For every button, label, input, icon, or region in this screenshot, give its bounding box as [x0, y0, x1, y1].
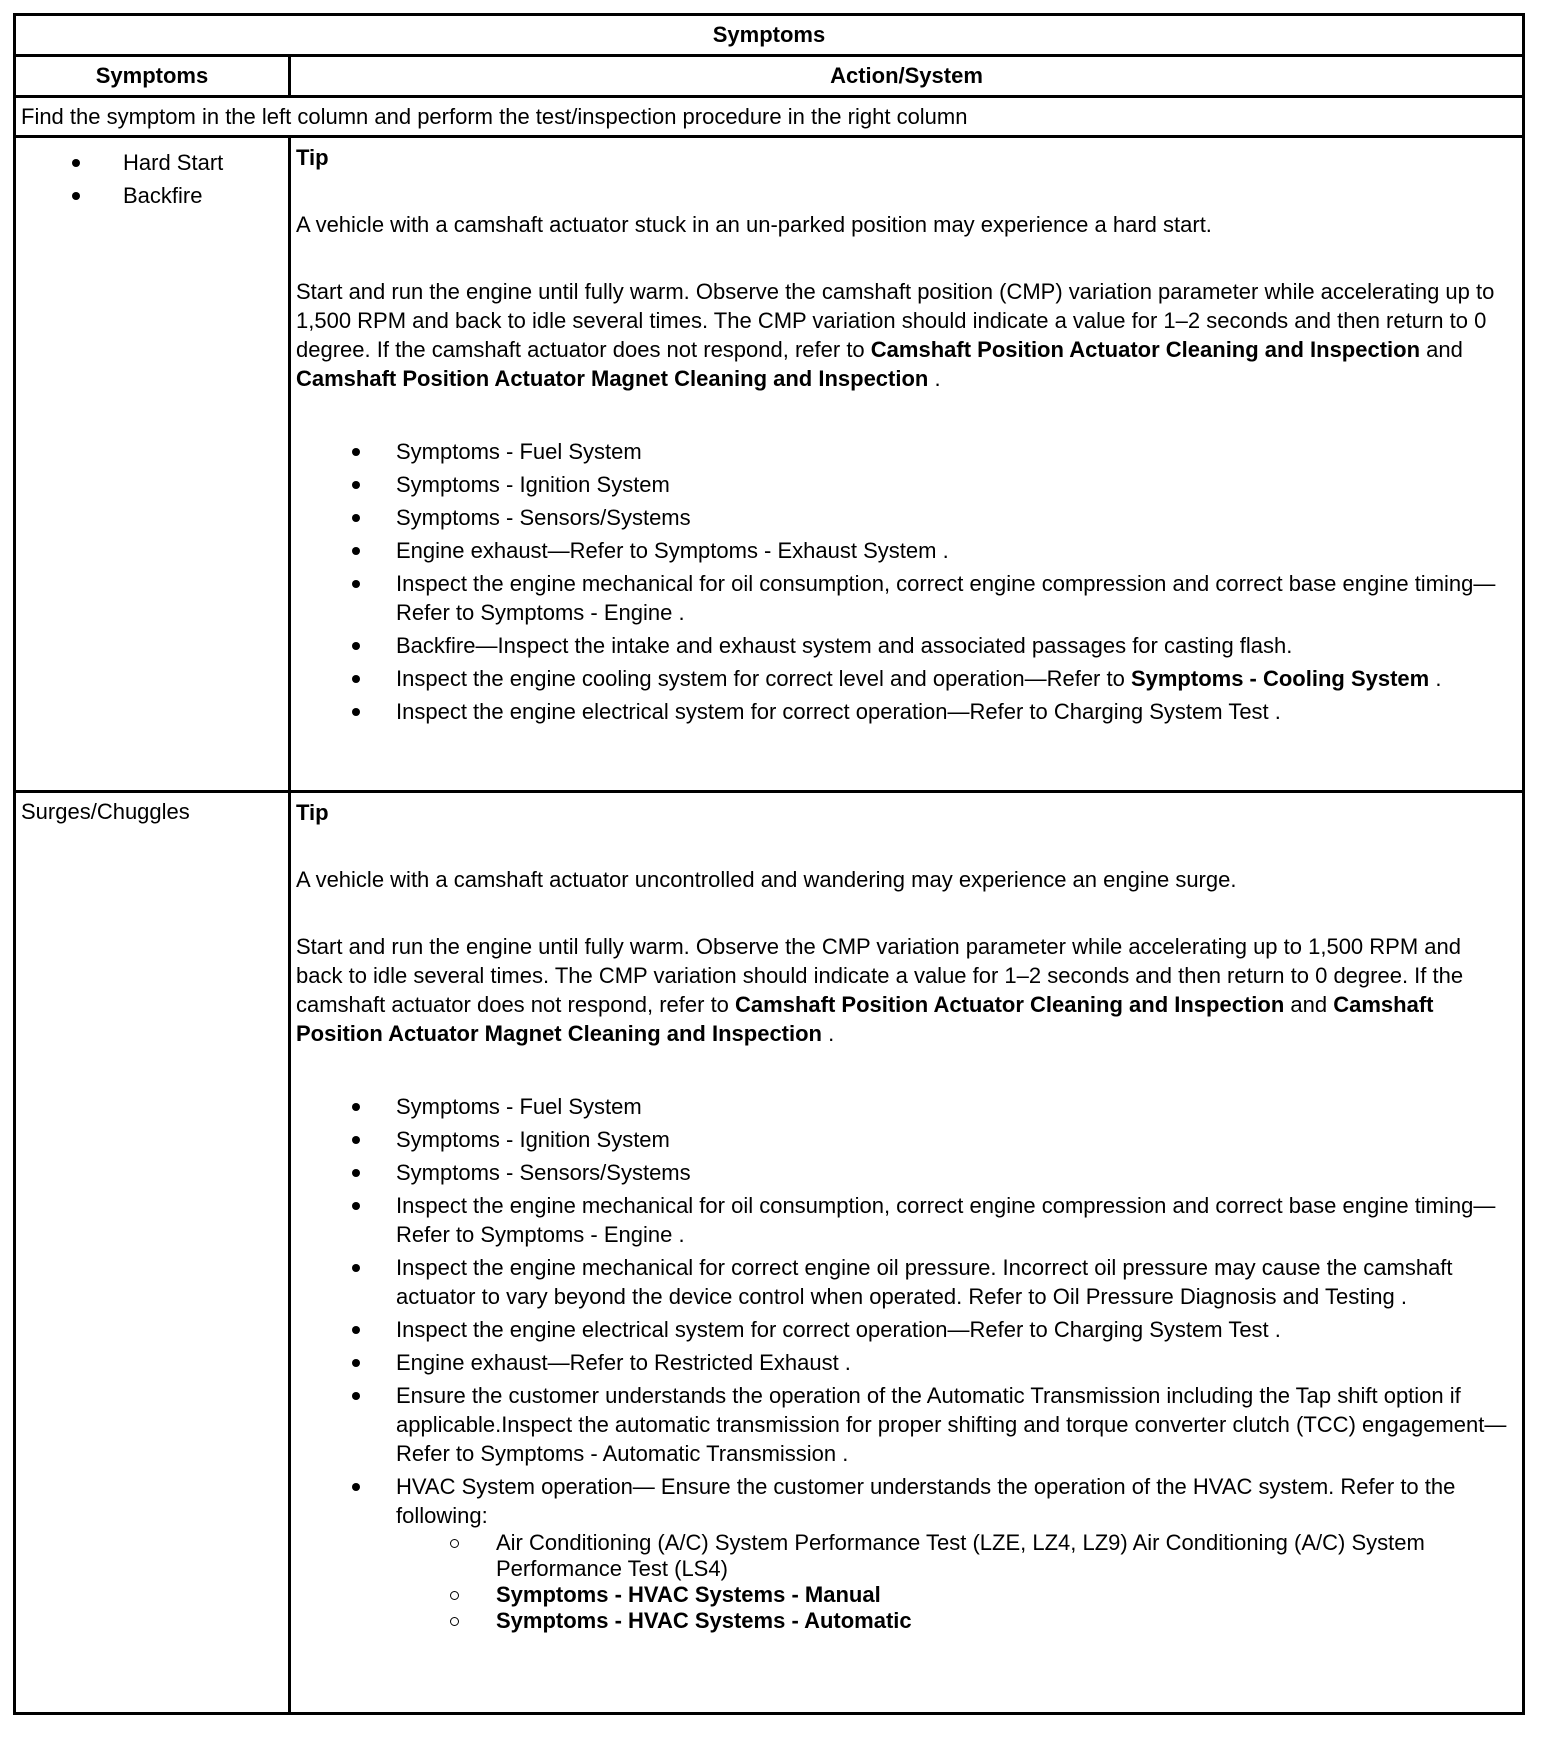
text-segment: and — [1420, 337, 1463, 362]
reference-link[interactable]: Symptoms - Cooling System — [1130, 666, 1430, 691]
action-item — [296, 1348, 1508, 1377]
text-segment: Backfire—Inspect the intake and exhaust system and associated passages for casting flash. — [396, 633, 1293, 658]
action-item — [296, 1315, 1508, 1344]
text-segment: HVAC System operation— Ensure the customer understands the operation of the HVAC system. Refer to the following: — [396, 1474, 1456, 1528]
action-item — [296, 664, 1508, 693]
action-item — [296, 1472, 1508, 1634]
symptom-cell: Surges/Chuggles — [15, 792, 290, 1714]
tip-heading: Tip — [296, 145, 329, 170]
symptom-cell — [15, 137, 290, 792]
reference-link[interactable]: Camshaft Position Actuator Magnet Cleaning and Inspection — [296, 366, 929, 391]
action-item — [296, 697, 1508, 726]
text-segment: A vehicle with a camshaft actuator stuck in an un-parked position may experience a hard start. — [296, 212, 1212, 237]
text-segment: Inspect the engine mechanical for oil consumption, correct engine compression and correct base engine timing—Refer to Symptoms - Engine . — [396, 571, 1496, 625]
paragraphs — [296, 865, 1508, 1048]
text-segment: Start and run the engine until fully warm. Observe the camshaft position (CMP) variation parameter while accelerating up to 1,500 RPM and back to idle several times. The CMP variation should indicate a value for 1–2 seconds and then return to 0 degree. If the camshaft actuator does not respond, refer to — [296, 279, 1495, 362]
action-item — [296, 470, 1508, 499]
text-segment: Air Conditioning (A/C) System Performance Test (LZE, LZ4, LZ9) Air Conditioning (A/C) System Performance Test (LS4) — [496, 1530, 1425, 1581]
action-item — [296, 1253, 1508, 1311]
action-item — [296, 536, 1508, 565]
text-segment: Symptoms - Fuel System — [396, 439, 642, 464]
reference-link[interactable]: Symptoms - HVAC Systems - Manual — [496, 1582, 881, 1607]
text-segment: Inspect the engine mechanical for oil consumption, correct engine compression and correct base engine timing—Refer to Symptoms - Engine . — [396, 1193, 1496, 1247]
paragraph — [296, 210, 1508, 239]
action-cell — [290, 792, 1524, 1714]
sub-action-item — [396, 1582, 1508, 1608]
paragraph — [296, 932, 1508, 1048]
paragraph — [296, 277, 1508, 393]
action-item — [296, 437, 1508, 466]
action-item — [296, 1381, 1508, 1468]
paragraphs — [296, 210, 1508, 393]
text-segment: and — [1284, 992, 1334, 1017]
header-action-system: Action/System — [290, 56, 1524, 97]
text-segment: . — [928, 366, 941, 391]
symptom-list — [16, 146, 288, 212]
sub-action-item — [396, 1530, 1508, 1582]
symptom-item: Backfire — [16, 179, 288, 212]
reference-link[interactable]: Symptoms - HVAC Systems - Automatic — [496, 1608, 912, 1633]
symptoms-table — [13, 13, 1525, 1715]
text-segment: Symptoms - Fuel System — [396, 1094, 642, 1119]
table-row — [15, 137, 1524, 792]
sub-action-list — [396, 1530, 1508, 1634]
action-item — [296, 1191, 1508, 1249]
text-segment: Inspect the engine electrical system for correct operation—Refer to Charging System Test . — [396, 699, 1281, 724]
text-segment: Start and run the engine until fully warm. Observe the CMP variation parameter while accelerating up to 1,500 RPM and back to idle several times. The CMP variation should indicate a value for 1–2 seconds and then return to 0 degree. If the camshaft actuator does not respond, refer to — [296, 934, 1464, 1017]
table-row — [15, 792, 1524, 1714]
text-segment: Inspect the engine electrical system for correct operation—Refer to Charging System Test . — [396, 1317, 1281, 1342]
action-item — [296, 1158, 1508, 1187]
reference-link[interactable]: Camshaft Position Actuator Cleaning and Inspection — [735, 992, 1285, 1017]
text-segment: Symptoms - Sensors/Systems — [396, 505, 691, 530]
action-item — [296, 1092, 1508, 1121]
table-title: Symptoms — [15, 15, 1524, 56]
text-segment: Engine exhaust—Refer to Restricted Exhaust . — [396, 1350, 851, 1375]
text-segment: Engine exhaust—Refer to Symptoms - Exhaust System . — [396, 538, 949, 563]
action-item — [296, 631, 1508, 660]
text-segment: A vehicle with a camshaft actuator uncontrolled and wandering may experience an engine surge. — [296, 867, 1237, 892]
reference-link[interactable]: Camshaft Position Actuator Magnet Cleaning and Inspection — [296, 992, 1434, 1046]
symptom-item: Hard Start — [16, 146, 288, 179]
text-segment: Symptoms - Ignition System — [396, 1127, 670, 1152]
action-list — [296, 1092, 1508, 1634]
action-item — [296, 1125, 1508, 1154]
paragraph — [296, 865, 1508, 894]
text-segment: . — [1429, 666, 1442, 691]
text-segment: Inspect the engine mechanical for correct engine oil pressure. Incorrect oil pressure may cause the camshaft actuator to vary beyond the device control when operated. Refer to Oil Pressure Diagnosis and Testing . — [396, 1255, 1453, 1309]
reference-link[interactable]: Camshaft Position Actuator Cleaning and Inspection — [870, 337, 1421, 362]
text-segment: Inspect the engine cooling system for correct level and operation—Refer to — [396, 666, 1131, 691]
intro-text: Find the symptom in the left column and perform the test/inspection procedure in the right column — [15, 97, 1524, 137]
sub-action-item — [396, 1608, 1508, 1634]
action-item — [296, 503, 1508, 532]
action-list — [296, 437, 1508, 726]
text-segment: Ensure the customer understands the operation of the Automatic Transmission including the Tap shift option if applicable.Inspect the automatic transmission for proper shifting and torque converter clutch (TCC) engagement—Refer to Symptoms - Automatic Transmission . — [396, 1383, 1507, 1466]
header-symptoms: Symptoms — [15, 56, 290, 97]
action-item — [296, 569, 1508, 627]
tip-heading: Tip — [296, 800, 329, 825]
text-segment: Symptoms - Ignition System — [396, 472, 670, 497]
text-segment: . — [822, 1021, 835, 1046]
text-segment: Symptoms - Sensors/Systems — [396, 1160, 691, 1185]
action-cell — [290, 137, 1524, 792]
